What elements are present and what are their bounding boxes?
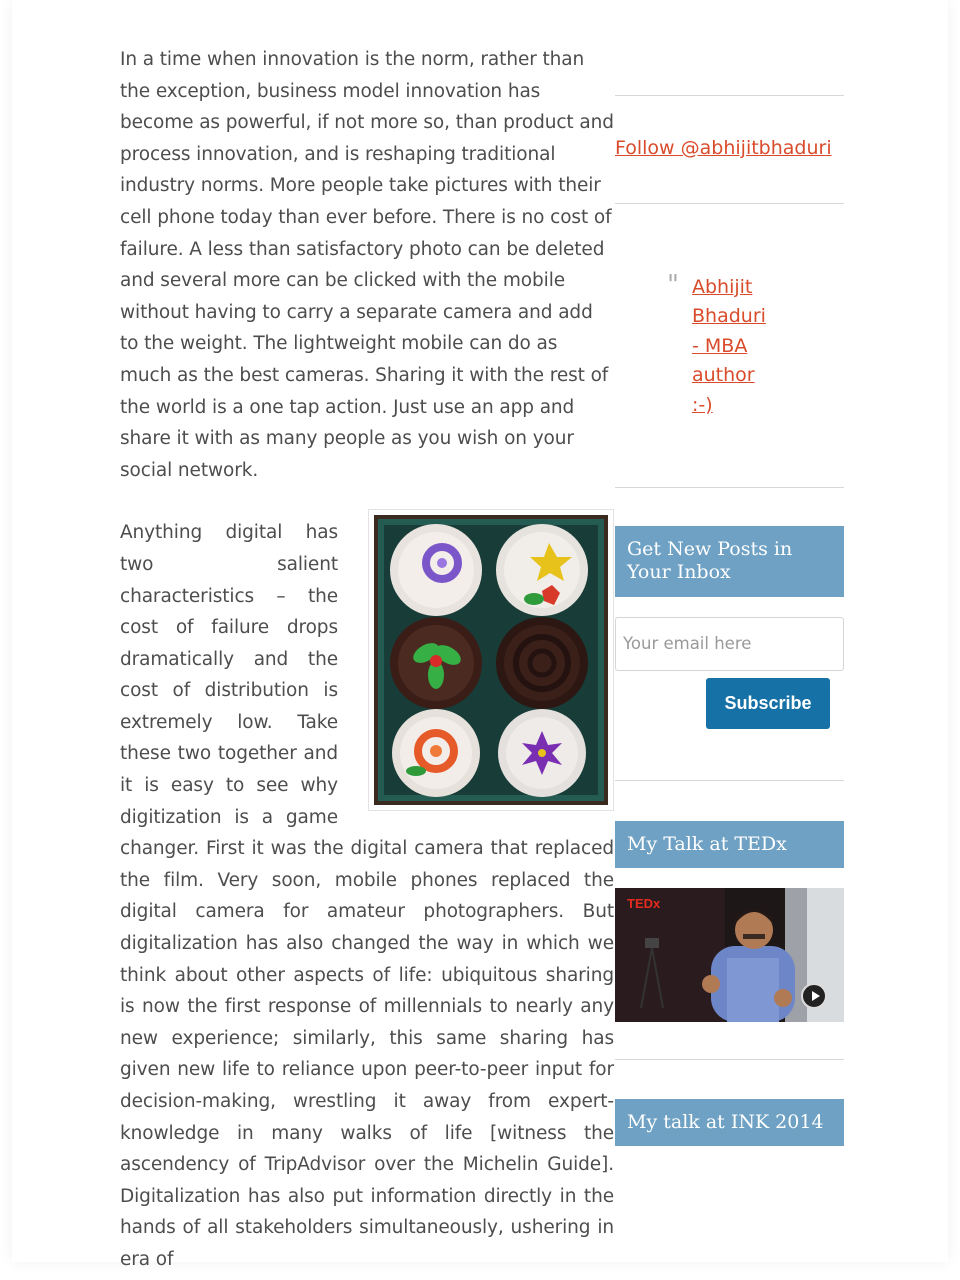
divider xyxy=(615,780,844,781)
tedx-widget-title: My Talk at TEDx xyxy=(615,821,844,868)
divider xyxy=(615,1059,844,1060)
quote-link-line[interactable]: - MBA xyxy=(692,334,748,357)
twitter-follow-link[interactable]: Follow @abhijitbhaduri xyxy=(615,137,832,159)
newsletter-widget-title: Get New Posts in Your Inbox xyxy=(615,526,844,597)
quote-icon: " xyxy=(667,270,679,300)
quote-link-line[interactable]: author xyxy=(692,364,755,387)
article-paragraph-2 xyxy=(120,517,614,1275)
play-icon[interactable] xyxy=(801,983,827,1009)
subscribe-button[interactable]: Subscribe xyxy=(706,678,830,729)
article-paragraph-1: In a time when innovation is the norm, rather than the exception, business model innovation has become as powerful, if not more so, than product and process innovation, and is reshaping traditional industry norms. More people take pictures with their cell phone today than ever before. There is no cost of failure. A less than satisfactory photo can be deleted and several more can be clicked with the mobile without having to carry a separate camera and add to the weight. The lightweight mobile can do as much as the best cameras. Sharing it with the rest of the world is a one tap action. Just use an app and share it with as many people as you wish on your social network. xyxy=(120,49,614,481)
quote-link-line[interactable]: Bhaduri xyxy=(692,305,766,328)
ink-widget-title: My talk at INK 2014 xyxy=(615,1099,844,1146)
divider xyxy=(615,203,844,204)
author-quote xyxy=(692,273,782,420)
email-input[interactable]: Your email here xyxy=(615,617,844,671)
article-body xyxy=(120,44,614,1276)
tedx-logo: TEDx xyxy=(627,896,661,911)
tedx-video-thumbnail[interactable] xyxy=(615,888,844,1022)
divider xyxy=(615,95,844,96)
article-paragraph-2-text: Anything digital has two salient characteristics – the cost of failure drops dramatically and the cost of distribution is extremely low. Take these two together and it is easy to see why digitization is a game changer. First it was the digital camera that replaced the film. Very soon, mobile phones replaced the digital camera for amateur photographers. But digitalization has also changed the way in which we think about other aspects of life: ubiquitous sharing is now the first response of millennials to nearly any new experience; similarly, this same sharing has given new life to reliance upon peer-to-peer input for decision-making, wrestling it away from expert-knowledge in many walks of life [witness the ascendency of TripAdvisor over the Michelin Guide]. Digitalization has also put information directly in the hands of all stakeholders simultaneously, ushering in era of xyxy=(120,522,614,1270)
quote-link-line[interactable]: Abhijit xyxy=(692,276,753,298)
cupcake-photo[interactable] xyxy=(368,509,614,811)
divider xyxy=(615,487,844,488)
cupcake-image xyxy=(374,515,608,805)
quote-link-line[interactable]: :-) xyxy=(692,393,713,416)
